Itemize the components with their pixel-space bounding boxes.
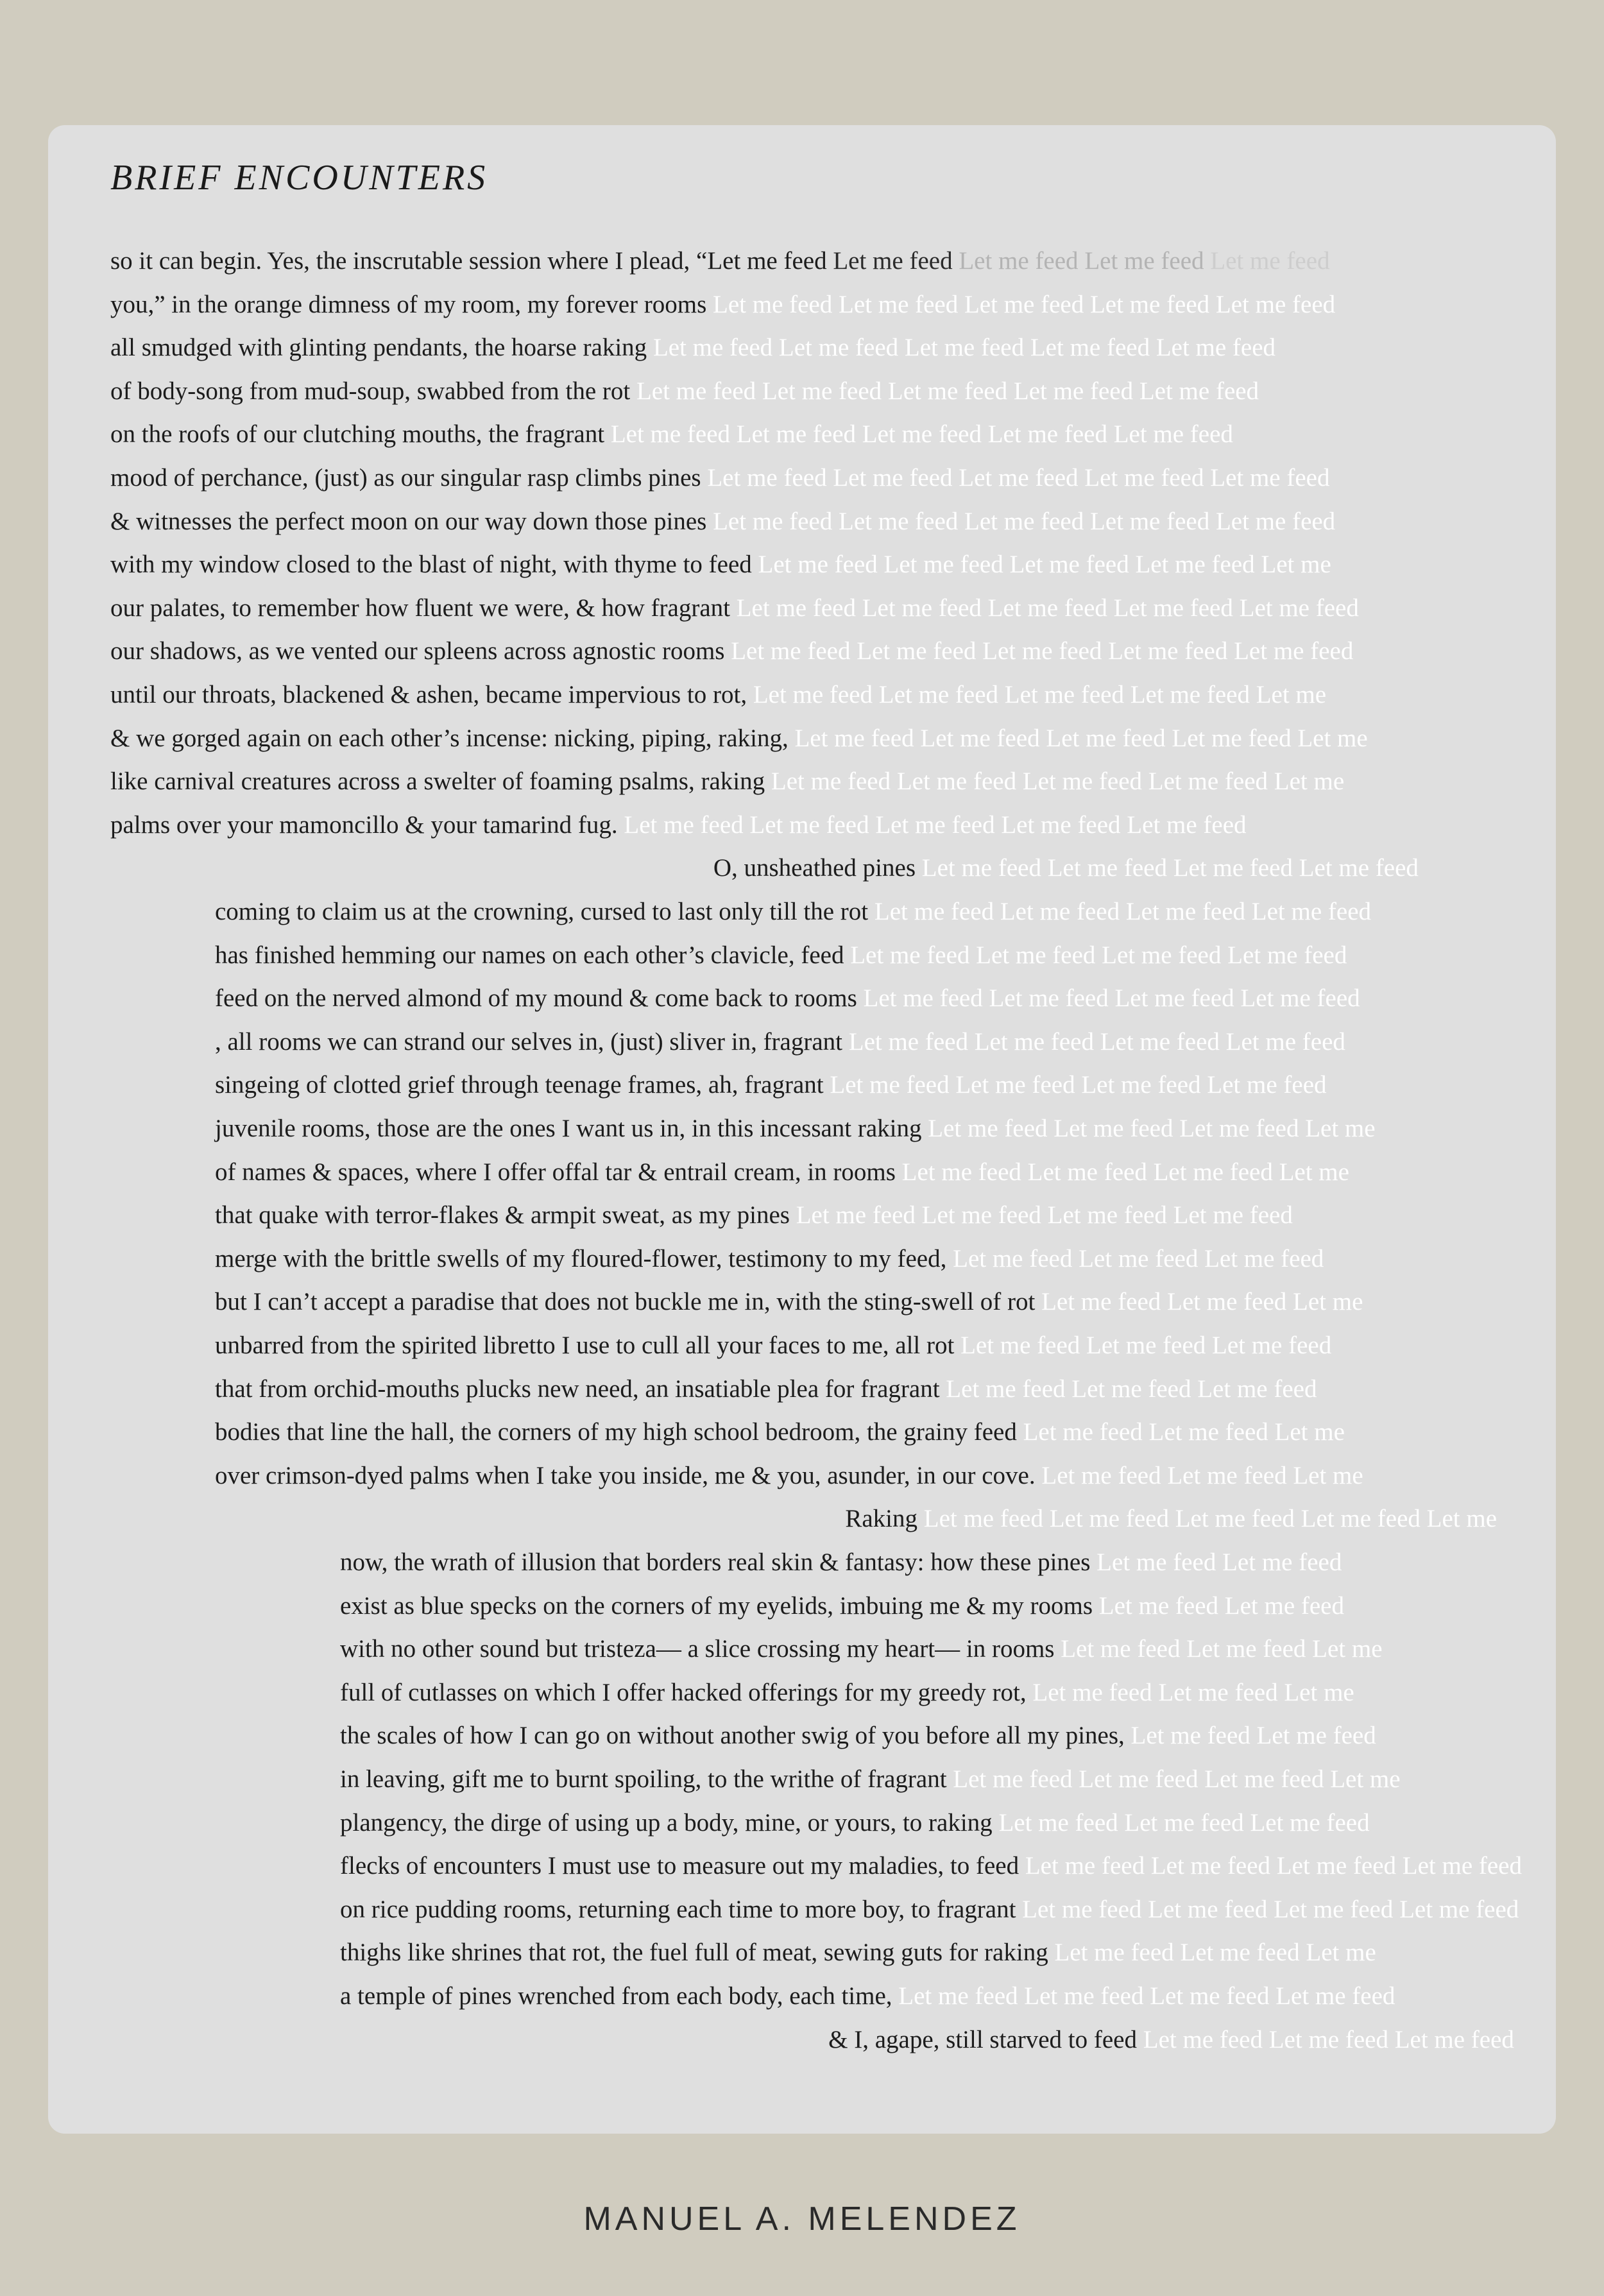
poem-line (340, 1677, 1354, 1709)
echo-refrain: Let me feed Let me feed Let me feed Let me feed (796, 1201, 1293, 1229)
poem-line-text: with no other sound but tristeza— a slice crossing my heart— in rooms (340, 1635, 1055, 1663)
poem-line-text: thighs like shrines that rot, the fuel full of meat, sewing guts for raking (340, 1939, 1048, 1967)
echo-refrain: Let me feed Let me feed Let me feed (946, 1375, 1317, 1403)
poem-line-text: on rice pudding rooms, returning each time to more boy, to fragrant (340, 1895, 1016, 1923)
echo-refrain: Let me feed Let me feed Let me feed Let me feed Let me feed (731, 637, 1354, 665)
echo-refrain: Let me feed Let me feed Let me (1041, 1461, 1363, 1489)
echo-refrain: Let me feed Let me feed Let me feed Let me feed (830, 1071, 1327, 1099)
poem-line (110, 332, 1276, 364)
echo-refrain: Let me feed Let me feed Let me feed Let me feed (833, 247, 1330, 275)
echo-refrain: Let me feed Let me feed Let me feed Let me feed Let me feed (610, 420, 1233, 449)
echo-refrain: Let me feed Let me feed Let me feed Let me feed Let me feed (653, 334, 1276, 362)
poem-line (110, 592, 1359, 624)
poem-line-text: but I can’t accept a paradise that does not buckle me in, with the sting-swell of rot (215, 1288, 1036, 1316)
poem-line (110, 245, 1330, 277)
poem-line-text: that from orchid-mouths plucks new need, an insatiable plea for fragrant (215, 1375, 940, 1403)
poem-line (215, 1026, 1345, 1058)
poem-line-text: merge with the brittle swells of my floured-flower, testimony to my feed, (215, 1244, 947, 1272)
author-name: MANUEL A. MELENDEZ (583, 2200, 1021, 2238)
poem-line (340, 1720, 1376, 1752)
echo-refrain: Let me feed Let me feed Let me feed Let me feed Let me feed (636, 377, 1259, 405)
poem-line (110, 723, 1368, 755)
echo-refrain: Let me feed Let me feed (1130, 1722, 1376, 1750)
poem-line (110, 375, 1259, 407)
echo-refrain: Let me feed Let me feed Let me feed Let me feed (850, 941, 1347, 969)
poem-line (340, 1590, 1344, 1622)
poem-line (110, 549, 1331, 581)
echo-refrain: Let me feed Let me feed Let me feed Let me feed (1022, 1895, 1519, 1923)
echo-refrain: Let me feed Let me feed Let me feed Let me feed (1025, 1852, 1522, 1880)
poem-line (713, 852, 1419, 884)
echo-refrain: Let me feed Let me feed Let me feed Let me feed Let me feed (736, 594, 1359, 622)
echo-refrain: Let me feed Let me feed Let me feed Let me feed Let me (794, 724, 1368, 752)
echo-refrain: Let me feed Let me feed Let me feed Let me feed (874, 898, 1372, 925)
poem-line-text: bodies that line the hall, the corners of my high school bedroom, the grainy feed (215, 1418, 1017, 1446)
echo-refrain: Let me feed Let me feed Let me feed (1143, 2025, 1514, 2053)
poem-line (215, 939, 1347, 972)
poem-line (215, 1286, 1363, 1318)
echo-refrain: Let me feed Let me feed Let me feed Let me feed Let me feed (707, 464, 1330, 492)
echo-refrain: Let me feed Let me feed Let me feed Let me (953, 1765, 1401, 1793)
poem-line-text: & we gorged again on each other’s incense: nicking, piping, raking, (110, 724, 789, 752)
poem-line (110, 809, 1247, 841)
echo-refrain: Let me feed Let me feed Let me feed (960, 1332, 1332, 1359)
echo-refrain: Let me feed Let me feed Let me (1023, 1418, 1345, 1446)
echo-refrain: Let me feed Let me feed Let me feed Let me feed (848, 1027, 1345, 1056)
echo-refrain: Let me feed Let me feed Let me (1061, 1635, 1383, 1663)
poem-line-text: in leaving, gift me to burnt spoiling, to the writhe of fragrant (340, 1765, 947, 1793)
poem-line (110, 289, 1335, 321)
echo-refrain: Let me feed Let me feed Let me feed (998, 1808, 1370, 1837)
poem-line (340, 1763, 1401, 1795)
echo-refrain: Let me feed Let me feed Let me feed Let me feed Let me (923, 1505, 1497, 1533)
poem-line-text: & I, agape, still starved to feed (828, 2025, 1137, 2053)
poem-line (215, 1373, 1317, 1405)
echo-refrain: Let me feed Let me feed Let me feed Let me (901, 1158, 1349, 1186)
poem-line-text: all smudged with glinting pendants, the hoarse raking (110, 334, 647, 362)
echo-refrain: Let me feed Let me feed Let me (1041, 1288, 1363, 1316)
echo-refrain: Let me feed Let me feed Let me feed Let me feed (921, 854, 1419, 882)
poem-line-text: has finished hemming our names on each other’s clavicle, feed (215, 941, 844, 969)
poem-line-text: like carnival creatures across a swelter of foaming psalms, raking (110, 767, 765, 796)
poem-line (215, 1199, 1293, 1231)
echo-refrain: Let me feed Let me feed Let me feed Let me feed (898, 1982, 1395, 2010)
poem-line (215, 1069, 1327, 1101)
echo-refrain: Let me feed Let me feed Let me feed (953, 1244, 1324, 1272)
poem-card (48, 125, 1556, 2134)
poem-line (215, 1330, 1331, 1362)
poem-line-text: O, unsheathed pines (713, 854, 916, 882)
poem-line (215, 1156, 1349, 1188)
poem-line (110, 766, 1344, 798)
poem-line (110, 462, 1329, 494)
poem-line-text: plangency, the dirge of using up a body, mine, or yours, to raking (340, 1808, 993, 1837)
poem-line (828, 2024, 1514, 2056)
echo-refrain: Let me feed Let me feed Let me feed Let me feed Let me (758, 551, 1331, 579)
poem-line (215, 1113, 1376, 1145)
poem-line (845, 1503, 1497, 1535)
poem-line (215, 982, 1360, 1015)
poem-line-text: palms over your mamoncillo & your tamarind fug. (110, 810, 618, 839)
poem-line-text: the scales of how I can go on without another swig of you before all my pines, (340, 1722, 1125, 1750)
poem-line (340, 1633, 1383, 1665)
echo-refrain: Let me feed Let me feed Let me feed Let me feed Let me feed (624, 810, 1247, 839)
poem-line-text: you,” in the orange dimness of my room, my forever rooms (110, 290, 707, 318)
poem-line (340, 1937, 1376, 1969)
poem-line-text: & witnesses the perfect moon on our way down those pines (110, 507, 707, 535)
echo-refrain: Let me feed Let me feed Let me feed Let me feed Let me feed (713, 290, 1336, 318)
poem-line-text: coming to claim us at the crowning, cursed to last only till the rot (215, 898, 869, 925)
poem-line (215, 1460, 1363, 1492)
poem-line-text: over crimson-dyed palms when I take you inside, me & you, asunder, in our cove. (215, 1461, 1036, 1489)
poem-line-text: on the roofs of our clutching mouths, the fragrant (110, 420, 605, 449)
poem-line-text: full of cutlasses on which I offer hacked offerings for my greedy rot, (340, 1678, 1027, 1706)
poem-line-text: flecks of encounters I must use to measure out my maladies, to feed (340, 1852, 1020, 1880)
echo-refrain: Let me feed Let me feed Let me feed Let me feed (863, 984, 1360, 1013)
echo-refrain: Let me feed Let me feed Let me (1054, 1939, 1376, 1967)
poem-line-text: of names & spaces, where I offer offal tar & entrail cream, in rooms (215, 1158, 896, 1186)
poem-line-text: Raking (845, 1505, 917, 1533)
poem-line-text: that quake with terror-flakes & armpit sweat, as my pines (215, 1201, 790, 1229)
poem-line (215, 1416, 1345, 1448)
poem-line (215, 896, 1371, 928)
poem-line (340, 1850, 1522, 1882)
poem-line-text: juvenile rooms, those are the ones I want us in, in this incessant raking (215, 1115, 922, 1142)
poem-line-text: with my window closed to the blast of night, with thyme to feed (110, 551, 752, 579)
echo-refrain: Let me feed Let me feed Let me feed Let me (928, 1115, 1376, 1142)
poem-line-text: now, the wrath of illusion that borders real skin & fantasy: how these pines (340, 1548, 1091, 1576)
poem-line-text: unbarred from the spirited libretto I use to cull all your faces to me, all rot (215, 1332, 955, 1359)
poem-title: BRIEF ENCOUNTERS (110, 158, 488, 198)
echo-refrain: Let me feed Let me feed (1098, 1591, 1344, 1620)
poem-line (110, 506, 1335, 538)
poem-line (340, 1807, 1370, 1839)
poem-line-text: our palates, to remember how fluent we were, & how fragrant (110, 594, 730, 622)
echo-refrain: Let me feed Let me feed Let me feed Let me feed Let me (771, 767, 1345, 796)
poem-line (215, 1243, 1324, 1275)
poem-line (110, 635, 1353, 667)
poem-line-text: until our throats, blackened & ashen, became impervious to rot, (110, 681, 747, 708)
echo-refrain: Let me feed Let me feed Let me (1032, 1678, 1354, 1706)
poem-line-text: , all rooms we can strand our selves in, (just) sliver in, fragrant (215, 1027, 842, 1056)
poem-line-text: our shadows, as we vented our spleens across agnostic rooms (110, 637, 725, 665)
poem-line-text: a temple of pines wrenched from each body, each time, (340, 1982, 892, 2010)
poem-line (110, 679, 1326, 711)
poem-line-text: feed on the nerved almond of my mound & come back to rooms (215, 984, 857, 1013)
echo-refrain: Let me feed Let me feed Let me feed Let me feed Let me feed (713, 507, 1336, 535)
poem-line (340, 1894, 1519, 1926)
poem-line-text: exist as blue specks on the corners of my eyelids, imbuing me & my rooms (340, 1591, 1093, 1620)
poem-line-text: mood of perchance, (just) as our singular rasp climbs pines (110, 464, 701, 492)
poem-line (340, 1546, 1342, 1579)
poem-line-text: singeing of clotted grief through teenage frames, ah, fragrant (215, 1071, 824, 1099)
echo-refrain: Let me feed Let me feed (1096, 1548, 1342, 1576)
poem-line (110, 418, 1233, 450)
poem-line-text: of body-song from mud-soup, swabbed from the rot (110, 377, 631, 405)
poem-line-text: so it can begin. Yes, the inscrutable session where I plead, “Let me feed (110, 247, 827, 275)
echo-refrain: Let me feed Let me feed Let me feed Let me feed Let me (753, 681, 1327, 708)
poem-line (340, 1980, 1395, 2012)
